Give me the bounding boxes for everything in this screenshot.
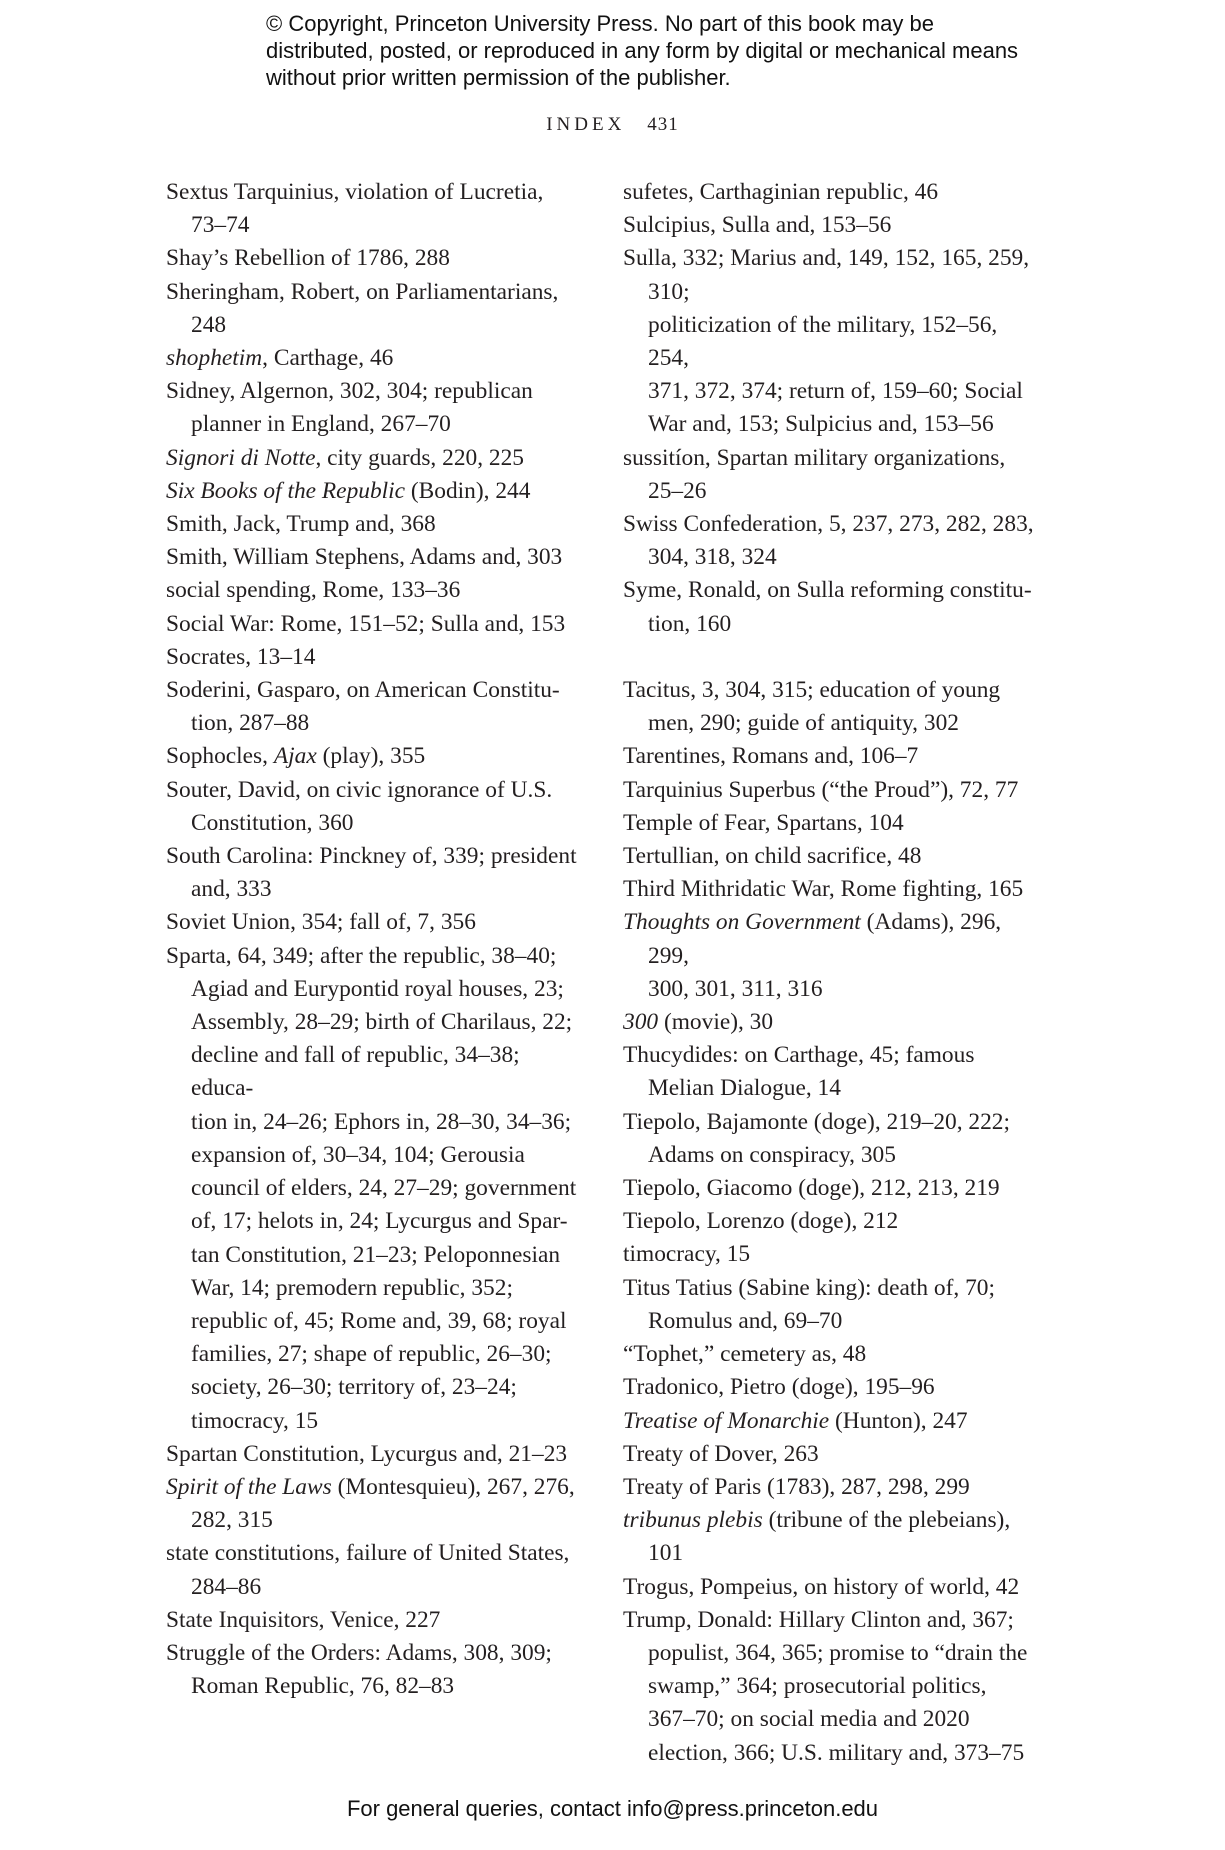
entry-line: , Carthage, 46 <box>262 345 394 372</box>
index-entry <box>623 1438 1043 1471</box>
entry-line: 304, 318, 324 <box>648 544 777 571</box>
entry-line: Melian Dialogue, 14 <box>648 1075 841 1102</box>
entry-line: Constitution, 360 <box>191 809 354 836</box>
index-entry <box>166 940 586 1438</box>
index-entry <box>166 342 586 375</box>
entry-line: politicization of the military, 152–56, 254, <box>648 311 998 372</box>
index-entry <box>623 1604 1043 1770</box>
entry-line: timocracy, 15 <box>623 1241 751 1268</box>
entry-line: , city guards, 220, 225 <box>315 444 524 471</box>
entry-line: decline and fall of republic, 34–38; educa- <box>191 1042 520 1102</box>
entry-line: Roman Republic, 76, 82–83 <box>191 1673 455 1700</box>
entry-line: Tarentines, Romans and, 106–7 <box>623 743 919 770</box>
index-entry <box>623 242 1043 441</box>
entry-line: Souter, David, on civic ignorance of U.S. <box>166 776 553 803</box>
index-entry <box>166 508 586 541</box>
index-entry <box>623 209 1043 242</box>
entry-line: 300, 301, 311, 316 <box>648 975 823 1002</box>
index-entry <box>623 574 1043 640</box>
entry-line: election, 366; U.S. military and, 373–75 <box>648 1739 1025 1766</box>
entry-line: Spartan Constitution, Lycurgus and, 21–23 <box>166 1440 568 1467</box>
entry-line: Social War: Rome, 151–52; Sulla and, 153 <box>166 610 566 637</box>
index-entry <box>623 1205 1043 1238</box>
entry-line: (Montesquieu), 267, 276, <box>331 1473 575 1500</box>
index-entry <box>623 1106 1043 1172</box>
index-entry <box>623 442 1043 508</box>
index-entry <box>623 807 1043 840</box>
entry-italic-title: Spirit of the Laws <box>166 1473 332 1500</box>
index-entry <box>166 774 586 840</box>
entry-line: Sulcipius, Sulla and, 153–56 <box>623 212 892 239</box>
entry-line: state constitutions, failure of United States, <box>166 1540 570 1567</box>
entry-line: Soderini, Gasparo, on American Constitu- <box>166 677 560 704</box>
entry-line: Tacitus, 3, 304, 315; education of young <box>623 677 1001 704</box>
index-entry <box>166 641 586 674</box>
index-entry <box>623 1039 1043 1105</box>
entry-line: (play), 355 <box>316 743 426 770</box>
index-entry <box>166 574 586 607</box>
index-entry <box>623 774 1043 807</box>
entry-line: Adams on conspiracy, 305 <box>648 1141 896 1168</box>
index-entry <box>166 242 586 275</box>
index-entry <box>623 508 1043 574</box>
entry-italic-title: shophetim <box>166 345 263 372</box>
entry-line: Sparta, 64, 349; after the republic, 38–40; <box>166 942 557 969</box>
index-entry <box>623 840 1043 873</box>
entry-line: Thucydides: on Carthage, 45; famous <box>623 1042 975 1069</box>
entry-line: of, 17; helots in, 24; Lycurgus and Spar- <box>191 1208 568 1235</box>
index-entry <box>166 1637 586 1703</box>
index-entry <box>623 906 1043 1006</box>
entry-line: Struggle of the Orders: Adams, 308, 309; <box>166 1639 552 1666</box>
index-entry <box>623 1238 1043 1271</box>
index-entry <box>166 176 586 242</box>
entry-line: Treaty of Dover, 263 <box>623 1440 819 1467</box>
index-entry <box>166 1604 586 1637</box>
entry-line: Tiepolo, Bajamonte (doge), 219–20, 222; <box>623 1108 1010 1135</box>
entry-line: men, 290; guide of antiquity, 302 <box>648 710 959 737</box>
entry-line: 73–74 <box>191 212 250 239</box>
entry-line: War and, 153; Sulpicius and, 153–56 <box>648 411 994 438</box>
entry-italic-title: Signori di Notte <box>166 444 316 471</box>
entry-line: 367–70; on social media and 2020 <box>648 1706 970 1733</box>
index-entry <box>623 740 1043 773</box>
entry-line: Treaty of Paris (1783), 287, 298, 299 <box>623 1473 970 1500</box>
entry-line: Assembly, 28–29; birth of Charilaus, 22; <box>191 1009 573 1036</box>
index-column-left <box>166 176 586 1703</box>
entry-line: Smith, William Stephens, Adams and, 303 <box>166 544 563 571</box>
entry-line: planner in England, 267–70 <box>191 411 451 438</box>
entry-line: Sheringham, Robert, on Parliamentarians, 248 <box>166 278 559 338</box>
entry-line: tan Constitution, 21–23; Peloponnesian <box>191 1241 561 1268</box>
index-entry <box>166 1471 586 1537</box>
entry-line: Agiad and Eurypontid royal houses, 23; <box>191 975 564 1002</box>
index-entry <box>166 475 586 508</box>
entry-italic-title: 300 <box>623 1009 659 1036</box>
entry-line: Tarquinius Superbus (“the Proud”), 72, 77 <box>623 776 1019 803</box>
index-entry <box>623 1006 1043 1039</box>
index-entry <box>623 674 1043 740</box>
index-entry <box>166 442 586 475</box>
entry-line: Smith, Jack, Trump and, 368 <box>166 511 436 538</box>
entry-line: expansion of, 30–34, 104; Gerousia <box>191 1141 525 1168</box>
entry-line: swamp,” 364; prosecutorial politics, <box>648 1673 987 1700</box>
entry-line: tion in, 24–26; Ephors in, 28–30, 34–36; <box>191 1108 572 1135</box>
entry-line: State Inquisitors, Venice, 227 <box>166 1606 441 1633</box>
running-head <box>0 114 1225 136</box>
entry-line: social spending, Rome, 133–36 <box>166 577 461 604</box>
index-entry <box>166 906 586 939</box>
entry-line: council of elders, 24, 27–29; government <box>191 1175 577 1202</box>
index-entry <box>166 276 586 342</box>
entry-line: sufetes, Carthaginian republic, 46 <box>623 179 939 205</box>
entry-line: populist, 364, 365; promise to “drain the <box>648 1639 1028 1666</box>
entry-line: Sulla, 332; Marius and, 149, 152, 165, 259, 310; <box>623 245 1030 305</box>
index-entry <box>623 1471 1043 1504</box>
page-number: 431 <box>647 114 679 135</box>
entry-line: families, 27; shape of republic, 26–30; <box>191 1341 552 1368</box>
entry-line: society, 26–30; territory of, 23–24; <box>191 1374 517 1401</box>
section-label: INDEX <box>546 114 626 135</box>
entry-italic-title: Six Books of the Republic <box>166 477 406 504</box>
entry-line: Sextus Tarquinius, violation of Lucretia, <box>166 179 544 205</box>
index-entry <box>623 1272 1043 1338</box>
index-entry <box>623 1504 1043 1570</box>
entry-line: Swiss Confederation, 5, 237, 273, 282, 283, <box>623 511 1034 538</box>
entry-line: (movie), 30 <box>658 1009 774 1036</box>
entry-line: tion, 160 <box>648 610 732 637</box>
entry-line: timocracy, 15 <box>191 1407 319 1434</box>
entry-line: Third Mithridatic War, Rome fighting, 165 <box>623 876 1024 903</box>
index-entry <box>623 1371 1043 1404</box>
entry-line: Romulus and, 69–70 <box>648 1307 843 1334</box>
index-entry <box>623 873 1043 906</box>
index-entry <box>166 1537 586 1603</box>
entry-line: (Adams), 296, 299, <box>648 909 1002 969</box>
entry-line: (tribune of the plebeians), 101 <box>648 1507 1011 1567</box>
entry-line: South Carolina: Pinckney of, 339; president <box>166 843 577 870</box>
entry-line: Syme, Ronald, on Sulla reforming constitu- <box>623 577 1032 604</box>
index-entry <box>623 1571 1043 1604</box>
index-entry <box>166 608 586 641</box>
entry-italic-title: Treatise of Monarchie <box>623 1407 830 1434</box>
entry-line: 284–86 <box>191 1573 262 1600</box>
index-entry <box>623 1405 1043 1438</box>
entry-line: Soviet Union, 354; fall of, 7, 356 <box>166 909 476 936</box>
footer-contact: For general queries, contact info@press.princeton.edu <box>346 1796 879 1821</box>
entry-line: War, 14; premodern republic, 352; <box>191 1274 513 1301</box>
entry-line: Tradonico, Pietro (doge), 195–96 <box>623 1374 935 1401</box>
index-entry <box>166 541 586 574</box>
copyright-notice: © Copyright, Princeton University Press. No part of this book may be distributed, posted, or reproduced in any form by digital or mechanical means without prior written permission of the publisher. <box>266 11 1019 90</box>
index-entry <box>166 840 586 906</box>
entry-line: Sidney, Algernon, 302, 304; republican <box>166 378 533 405</box>
entry-line: 282, 315 <box>191 1507 273 1534</box>
entry-line: republic of, 45; Rome and, 39, 68; royal <box>191 1307 567 1334</box>
entry-line: Trump, Donald: Hillary Clinton and, 367; <box>623 1606 1014 1633</box>
entry-line: sussitíon, Spartan military organizations, <box>623 444 1006 471</box>
entry-italic-title: Ajax <box>273 743 317 770</box>
entry-line: Tiepolo, Giacomo (doge), 212, 213, 219 <box>623 1175 1000 1202</box>
index-entry <box>166 1438 586 1471</box>
entry-line: Shay’s Rebellion of 1786, 288 <box>166 245 450 272</box>
entry-line: tion, 287–88 <box>191 710 310 737</box>
index-entry <box>166 674 586 740</box>
entry-line: Tiepolo, Lorenzo (doge), 212 <box>623 1208 899 1235</box>
entry-line: and, 333 <box>191 876 272 903</box>
entry-line: Socrates, 13–14 <box>166 643 316 670</box>
letter-section-gap <box>623 641 1043 674</box>
index-entry <box>623 1338 1043 1371</box>
entry-line: (Bodin), 244 <box>405 477 531 504</box>
entry-italic-title: tribunus plebis <box>623 1507 763 1534</box>
index-entry <box>166 375 586 441</box>
index-entry <box>166 740 586 773</box>
entry-italic-title: Thoughts on Government <box>623 909 861 936</box>
entry-line: “Tophet,” cemetery as, 48 <box>623 1341 867 1368</box>
entry-line: 371, 372, 374; return of, 159–60; Social <box>648 378 1023 405</box>
index-column-right <box>623 176 1043 1770</box>
entry-line: Temple of Fear, Spartans, 104 <box>623 809 904 836</box>
entry-line: Titus Tatius (Sabine king): death of, 70; <box>623 1274 995 1301</box>
entry-line: Tertullian, on child sacrifice, 48 <box>623 843 922 870</box>
index-entry <box>623 176 1043 209</box>
entry-line: 25–26 <box>648 477 707 504</box>
index-entry <box>623 1172 1043 1205</box>
entry-line: Trogus, Pompeius, on history of world, 42 <box>623 1573 1020 1600</box>
entry-line: (Hunton), 247 <box>829 1407 968 1434</box>
entry-prefix: Sophocles, <box>166 743 274 770</box>
